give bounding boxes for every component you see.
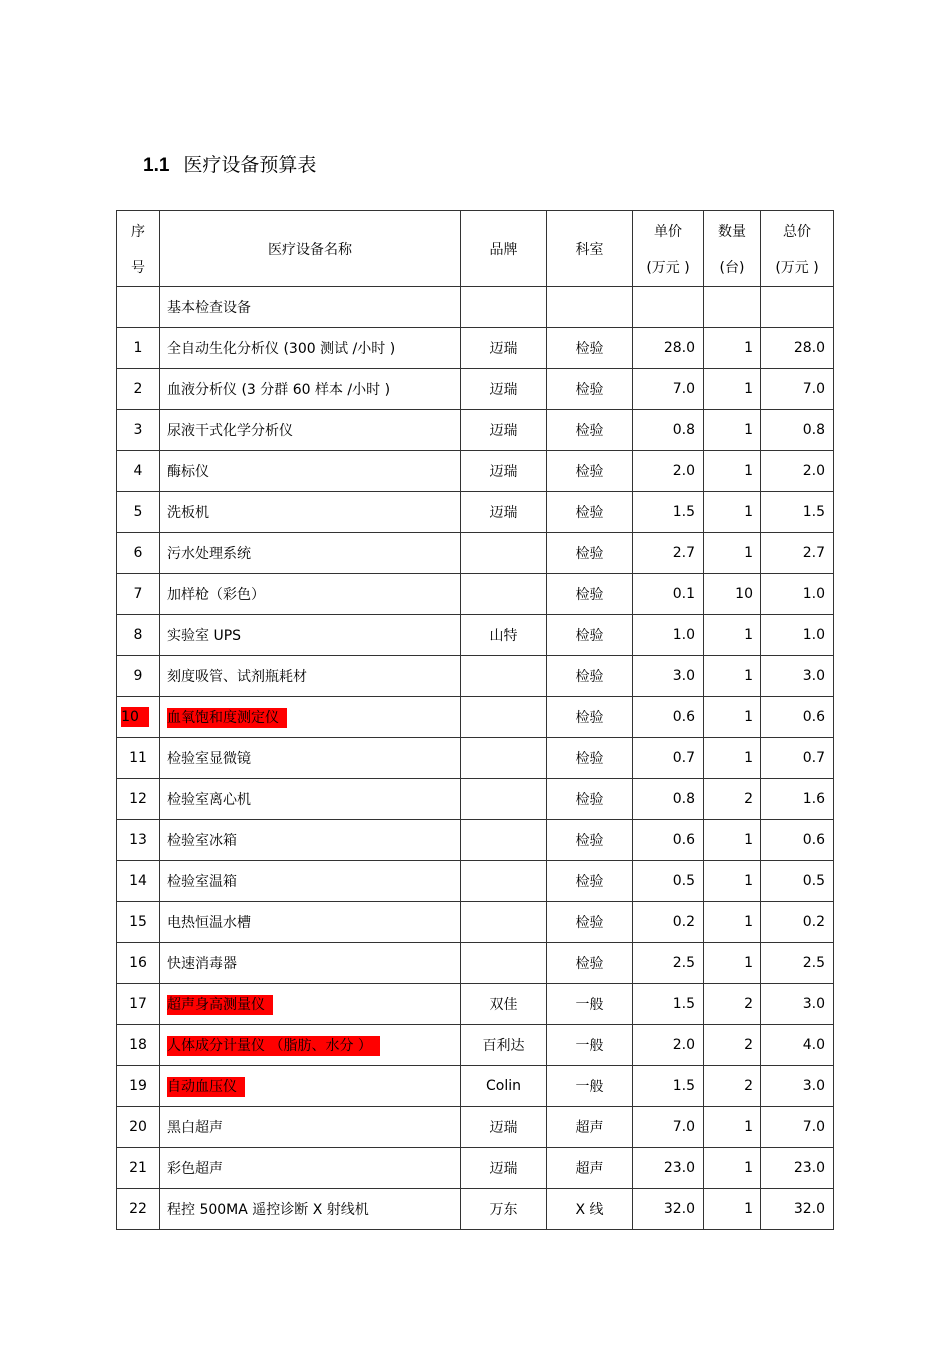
dept-cell: 检验 <box>547 738 633 779</box>
table-row <box>117 943 834 984</box>
table-row <box>117 984 834 1025</box>
table-row <box>117 1148 834 1189</box>
table-row <box>117 738 834 779</box>
quantity-cell: 2 <box>704 779 761 820</box>
table-row <box>117 615 834 656</box>
brand-cell: Colin <box>461 1066 547 1107</box>
unit-price-cell: 2.7 <box>633 533 704 574</box>
section-label: 基本检查设备 <box>160 287 461 328</box>
brand-cell: 山特 <box>461 615 547 656</box>
total-cell: 0.7 <box>761 738 834 779</box>
dept-cell: 检验 <box>547 410 633 451</box>
unit-price-cell: 0.7 <box>633 738 704 779</box>
header-unit-price: 单价 (万元 ) <box>633 211 704 287</box>
row-index: 3 <box>117 410 160 451</box>
dept-cell: 检验 <box>547 861 633 902</box>
equipment-name: 检验室温箱 <box>160 861 461 902</box>
total-cell: 3.0 <box>761 1066 834 1107</box>
brand-cell: 迈瑞 <box>461 492 547 533</box>
unit-price-cell: 0.5 <box>633 861 704 902</box>
brand-cell: 迈瑞 <box>461 410 547 451</box>
equipment-name: 尿液干式化学分析仪 <box>160 410 461 451</box>
dept-cell: 检验 <box>547 328 633 369</box>
equipment-name: 电热恒温水槽 <box>160 902 461 943</box>
equipment-budget-table <box>116 210 834 1230</box>
quantity-cell: 1 <box>704 1189 761 1230</box>
table-row <box>117 1189 834 1230</box>
unit-price-cell: 7.0 <box>633 369 704 410</box>
equipment-name: 检验室离心机 <box>160 779 461 820</box>
table-row <box>117 410 834 451</box>
row-index: 17 <box>117 984 160 1025</box>
dept-cell: X 线 <box>547 1189 633 1230</box>
unit-price-cell: 0.8 <box>633 779 704 820</box>
equipment-name <box>160 697 461 738</box>
brand-cell: 迈瑞 <box>461 1107 547 1148</box>
brand-cell <box>461 861 547 902</box>
equipment-name: 黑白超声 <box>160 1107 461 1148</box>
dept-cell: 检验 <box>547 615 633 656</box>
unit-price-cell: 0.1 <box>633 574 704 615</box>
heading-number: 1.1 <box>143 155 170 176</box>
equipment-name: 实验室 UPS <box>160 615 461 656</box>
quantity-cell: 2 <box>704 1025 761 1066</box>
dept-cell: 检验 <box>547 902 633 943</box>
equipment-name: 程控 500MA 遥控诊断 X 射线机 <box>160 1189 461 1230</box>
row-index: 18 <box>117 1025 160 1066</box>
equipment-name: 加样枪（彩色） <box>160 574 461 615</box>
unit-price-cell: 2.5 <box>633 943 704 984</box>
row-index: 14 <box>117 861 160 902</box>
total-cell: 28.0 <box>761 328 834 369</box>
row-index: 8 <box>117 615 160 656</box>
table-row <box>117 697 834 738</box>
brand-cell <box>461 656 547 697</box>
quantity-cell: 1 <box>704 820 761 861</box>
total-cell: 0.5 <box>761 861 834 902</box>
brand-cell: 迈瑞 <box>461 451 547 492</box>
dept-cell: 检验 <box>547 656 633 697</box>
unit-price-cell: 23.0 <box>633 1148 704 1189</box>
total-cell: 0.6 <box>761 697 834 738</box>
equipment-name: 全自动生化分析仪 (300 测试 /小时 ) <box>160 328 461 369</box>
dept-cell: 超声 <box>547 1148 633 1189</box>
total-cell: 1.0 <box>761 574 834 615</box>
row-index: 9 <box>117 656 160 697</box>
dept-cell: 检验 <box>547 533 633 574</box>
row-index: 1 <box>117 328 160 369</box>
quantity-cell: 1 <box>704 1107 761 1148</box>
header-dept: 科室 <box>547 211 633 287</box>
row-index: 5 <box>117 492 160 533</box>
equipment-name: 检验室显微镜 <box>160 738 461 779</box>
row-index: 22 <box>117 1189 160 1230</box>
table-row <box>117 1107 834 1148</box>
table-row <box>117 574 834 615</box>
equipment-name: 检验室冰箱 <box>160 820 461 861</box>
brand-cell <box>461 738 547 779</box>
quantity-cell: 1 <box>704 410 761 451</box>
dept-cell: 一般 <box>547 1025 633 1066</box>
table-row <box>117 779 834 820</box>
row-index: 19 <box>117 1066 160 1107</box>
dept-cell: 检验 <box>547 492 633 533</box>
brand-cell <box>461 574 547 615</box>
header-quantity: 数量 (台) <box>704 211 761 287</box>
dept-cell: 检验 <box>547 574 633 615</box>
header-total: 总价 (万元 ) <box>761 211 834 287</box>
quantity-cell: 2 <box>704 984 761 1025</box>
equipment-name: 血液分析仪 (3 分群 60 样本 /小时 ) <box>160 369 461 410</box>
row-index: 11 <box>117 738 160 779</box>
row-index: 12 <box>117 779 160 820</box>
brand-cell <box>461 697 547 738</box>
equipment-name: 彩色超声 <box>160 1148 461 1189</box>
quantity-cell: 1 <box>704 492 761 533</box>
quantity-cell: 10 <box>704 574 761 615</box>
equipment-name-highlight: 超声身高测量仪 <box>167 995 273 1015</box>
table-row <box>117 861 834 902</box>
total-cell: 1.6 <box>761 779 834 820</box>
row-index <box>117 697 160 738</box>
brand-cell <box>461 902 547 943</box>
row-index: 20 <box>117 1107 160 1148</box>
equipment-name-highlight: 血氧饱和度测定仪 <box>167 708 287 728</box>
total-cell: 1.5 <box>761 492 834 533</box>
total-cell: 2.7 <box>761 533 834 574</box>
total-cell: 1.0 <box>761 615 834 656</box>
unit-price-cell: 1.5 <box>633 1066 704 1107</box>
quantity-cell: 2 <box>704 1066 761 1107</box>
unit-price-cell: 0.8 <box>633 410 704 451</box>
row-index: 13 <box>117 820 160 861</box>
quantity-cell: 1 <box>704 328 761 369</box>
brand-cell: 迈瑞 <box>461 1148 547 1189</box>
total-cell: 4.0 <box>761 1025 834 1066</box>
quantity-cell: 1 <box>704 738 761 779</box>
unit-price-cell: 28.0 <box>633 328 704 369</box>
quantity-cell: 1 <box>704 902 761 943</box>
section-row <box>117 287 834 328</box>
table-row <box>117 902 834 943</box>
quantity-cell: 1 <box>704 697 761 738</box>
unit-price-cell: 3.0 <box>633 656 704 697</box>
unit-price-cell: 1.0 <box>633 615 704 656</box>
table-row <box>117 492 834 533</box>
brand-cell: 迈瑞 <box>461 369 547 410</box>
table-row <box>117 451 834 492</box>
total-cell: 32.0 <box>761 1189 834 1230</box>
unit-price-cell: 7.0 <box>633 1107 704 1148</box>
dept-cell: 检验 <box>547 820 633 861</box>
unit-price-cell: 0.6 <box>633 697 704 738</box>
unit-price-cell: 2.0 <box>633 451 704 492</box>
total-cell: 0.2 <box>761 902 834 943</box>
unit-price-cell: 2.0 <box>633 1025 704 1066</box>
quantity-cell: 1 <box>704 533 761 574</box>
unit-price-cell: 0.6 <box>633 820 704 861</box>
equipment-name: 洗板机 <box>160 492 461 533</box>
row-index: 4 <box>117 451 160 492</box>
table-row <box>117 820 834 861</box>
row-index: 16 <box>117 943 160 984</box>
equipment-name: 刻度吸管、试剂瓶耗材 <box>160 656 461 697</box>
row-index-highlight: 10 <box>121 707 149 727</box>
dept-cell: 检验 <box>547 697 633 738</box>
dept-cell: 一般 <box>547 1066 633 1107</box>
table-row <box>117 1066 834 1107</box>
equipment-name <box>160 1025 461 1066</box>
unit-price-cell: 32.0 <box>633 1189 704 1230</box>
brand-cell <box>461 533 547 574</box>
header-index: 序 号 <box>117 211 160 287</box>
total-cell: 2.5 <box>761 943 834 984</box>
dept-cell: 检验 <box>547 943 633 984</box>
quantity-cell: 1 <box>704 451 761 492</box>
quantity-cell: 1 <box>704 369 761 410</box>
section-heading <box>143 150 316 177</box>
table-row <box>117 533 834 574</box>
total-cell: 2.0 <box>761 451 834 492</box>
row-index: 2 <box>117 369 160 410</box>
dept-cell: 一般 <box>547 984 633 1025</box>
brand-cell: 百利达 <box>461 1025 547 1066</box>
equipment-name: 快速消毒器 <box>160 943 461 984</box>
equipment-name: 酶标仪 <box>160 451 461 492</box>
total-cell: 3.0 <box>761 656 834 697</box>
brand-cell <box>461 779 547 820</box>
table-header-row <box>117 211 834 287</box>
brand-cell: 迈瑞 <box>461 328 547 369</box>
table-row <box>117 369 834 410</box>
equipment-name: 污水处理系统 <box>160 533 461 574</box>
equipment-name-highlight: 自动血压仪 <box>167 1077 245 1097</box>
row-index: 21 <box>117 1148 160 1189</box>
dept-cell: 超声 <box>547 1107 633 1148</box>
quantity-cell: 1 <box>704 1148 761 1189</box>
unit-price-cell: 1.5 <box>633 492 704 533</box>
total-cell: 0.6 <box>761 820 834 861</box>
row-index: 6 <box>117 533 160 574</box>
quantity-cell: 1 <box>704 861 761 902</box>
quantity-cell: 1 <box>704 943 761 984</box>
total-cell: 0.8 <box>761 410 834 451</box>
row-index: 15 <box>117 902 160 943</box>
brand-cell <box>461 943 547 984</box>
total-cell: 3.0 <box>761 984 834 1025</box>
header-name: 医疗设备名称 <box>160 211 461 287</box>
brand-cell <box>461 820 547 861</box>
dept-cell: 检验 <box>547 451 633 492</box>
dept-cell: 检验 <box>547 369 633 410</box>
row-index: 7 <box>117 574 160 615</box>
heading-title: 医疗设备预算表 <box>183 154 317 176</box>
total-cell: 23.0 <box>761 1148 834 1189</box>
total-cell: 7.0 <box>761 1107 834 1148</box>
table-row <box>117 656 834 697</box>
brand-cell: 万东 <box>461 1189 547 1230</box>
quantity-cell: 1 <box>704 615 761 656</box>
unit-price-cell: 0.2 <box>633 902 704 943</box>
table-row <box>117 328 834 369</box>
total-cell: 7.0 <box>761 369 834 410</box>
dept-cell: 检验 <box>547 779 633 820</box>
quantity-cell: 1 <box>704 656 761 697</box>
equipment-name <box>160 1066 461 1107</box>
header-brand: 品牌 <box>461 211 547 287</box>
equipment-name <box>160 984 461 1025</box>
table-row <box>117 1025 834 1066</box>
unit-price-cell: 1.5 <box>633 984 704 1025</box>
brand-cell: 双佳 <box>461 984 547 1025</box>
equipment-name-highlight: 人体成分计量仪 （脂肪、水分 ） <box>167 1036 380 1056</box>
